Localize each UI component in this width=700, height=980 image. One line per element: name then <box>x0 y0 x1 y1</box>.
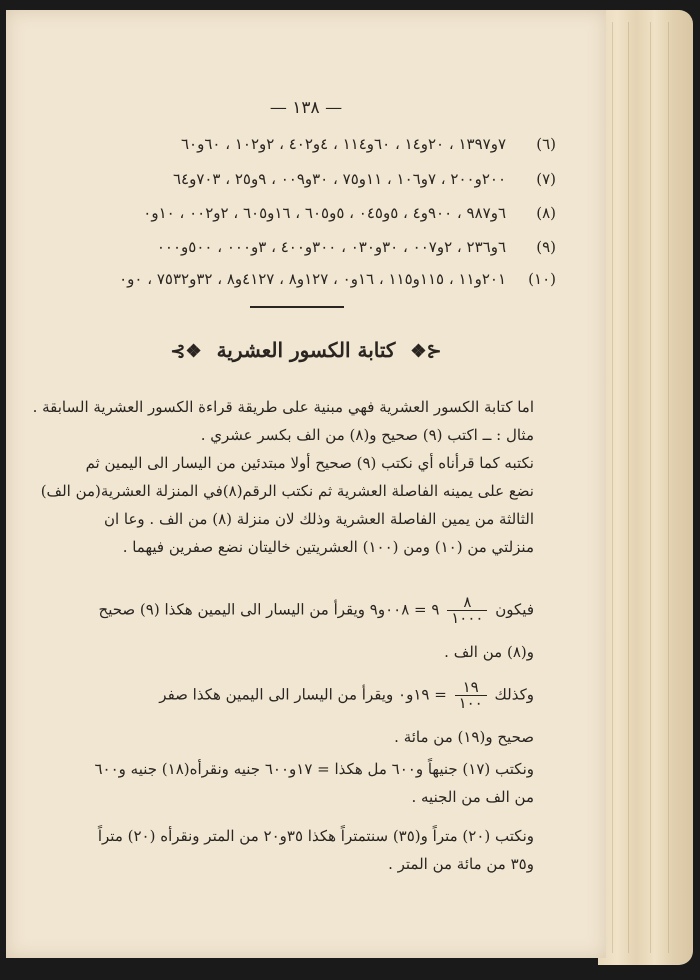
exercise-number: (٩) <box>536 238 556 256</box>
exercise-text: ٦و٢٣٦ ، ٢و٠٠٧ ، ٣٠و٠٣٠ ، ٣٠٠و٤٠٠ ، ٣و٠٠٠ ، ٥٠٠و٠٠٠ <box>156 238 506 256</box>
fraction-numerator: ٨ <box>447 595 487 611</box>
body-line: من الف من الجنيه . <box>411 788 534 806</box>
body-line: الثالثة من يمين الفاصلة العشرية وذلك لان منزلة (٨) من الف . وعا ان <box>103 510 534 528</box>
exercise-text: ٢٠٠و٢٠٠ ، ٧و١٠٦ ، ١١و٧٥ ، ٣٠و٠٠٩ ، ٩و٢٥ ، ٧٠٣و٦٤ <box>172 170 506 188</box>
fraction <box>455 680 487 711</box>
exercise-number: (٦) <box>536 135 556 153</box>
body-line: نكتبه كما قرأناه أي نكتب (٩) صحيح أولا مبتدئين من اليسار الى اليمين ثم <box>85 454 534 472</box>
body-line: صحيح و(١٩) من مائة . <box>394 728 534 746</box>
example-line: مثال : ــ اكتب (٩) صحيح و(٨) من الف بكسر عشري . <box>200 426 534 444</box>
exercise-text: ٧و١٣٩٧ ، ٢٠و١٤ ، ٦٠و١١٤ ، ٤و٤٠٢ ، ٢و١٠٢ ، ٦٠و٦٠ <box>180 135 506 153</box>
body-line: ونكتب (١٧) جنيهاً و٦٠٠ مل هكذا = ١٧و٦٠٠ جنيه ونقرأه(١٨) جنيه و٦٠٠ <box>94 760 534 778</box>
fraction <box>447 595 487 626</box>
page-number: — ١٣٨ — <box>269 98 343 118</box>
book-page-edges <box>598 10 693 965</box>
fraction-numerator: ١٩ <box>455 680 487 696</box>
formula-line <box>14 680 534 711</box>
body-line: منزلتي من (١٠) ومن (١٠٠) العشريتين خاليتان نضع صفرين فيهما . <box>122 538 534 556</box>
exercise-number: (١٠) <box>528 270 556 288</box>
formula-text: = ١٩و٠ ويقرأ من اليسار الى اليمين هكذا صفر <box>159 685 447 704</box>
body-line: و(٨) من الف . <box>444 643 534 661</box>
paragraph-intro: اما كتابة الكسور العشرية فهي مبنية على طريقة قراءة الكسور العشرية السابقة . <box>32 398 534 416</box>
formula-prefix: فيكون <box>495 600 534 619</box>
ornament-icon: ❖⊱ <box>170 341 202 362</box>
section-title: كتابة الكسور العشرية <box>216 338 396 362</box>
body-line: نضع على يمينه الفاصلة العشرية ثم نكتب الرقم(٨)في المنزلة العشرية(من الف) <box>40 482 534 500</box>
exercise-text: ٦و٩٨٧ ، ٩٠٠و٤ ، ٥و٠٤٥ ، ٥و٦٠٥ ، ١٦و٦٠٥ ، ٢و٠٠٢ ، ١٠و٠ <box>143 204 506 222</box>
section-divider <box>250 306 344 308</box>
body-line: ونكتب (٢٠) متراً و(٣٥) سنتمتراً هكذا ٣٥و٢٠ من المتر ونقرأه (٢٠) متراً <box>97 827 534 845</box>
book-page <box>6 10 606 958</box>
ornament-icon: ⊰❖ <box>410 341 442 362</box>
fraction-denominator: ١٠٠٠ <box>451 609 484 627</box>
formula-prefix: وكذلك <box>494 685 534 704</box>
section-heading <box>6 338 606 362</box>
formula-text: ٩ = ٠٠٨و٩ ويقرأ من اليسار الى اليمين هكذا (٩) صحيح <box>98 600 440 619</box>
formula-line <box>14 595 534 626</box>
fraction-denominator: ١٠٠ <box>458 694 483 712</box>
exercise-text: ٢٠١و١١ ، ١١٥و١١٥ ، ١٦و٠ ، ١٢٧و٨ ، ٤١٢٧و٨ ، ٣٢و٧٥٣٢ ، ٠و٠ <box>119 270 506 288</box>
body-line: و٣٥ من مائة من المتر . <box>388 855 534 873</box>
exercise-number: (٧) <box>536 170 556 188</box>
exercise-number: (٨) <box>536 204 556 222</box>
